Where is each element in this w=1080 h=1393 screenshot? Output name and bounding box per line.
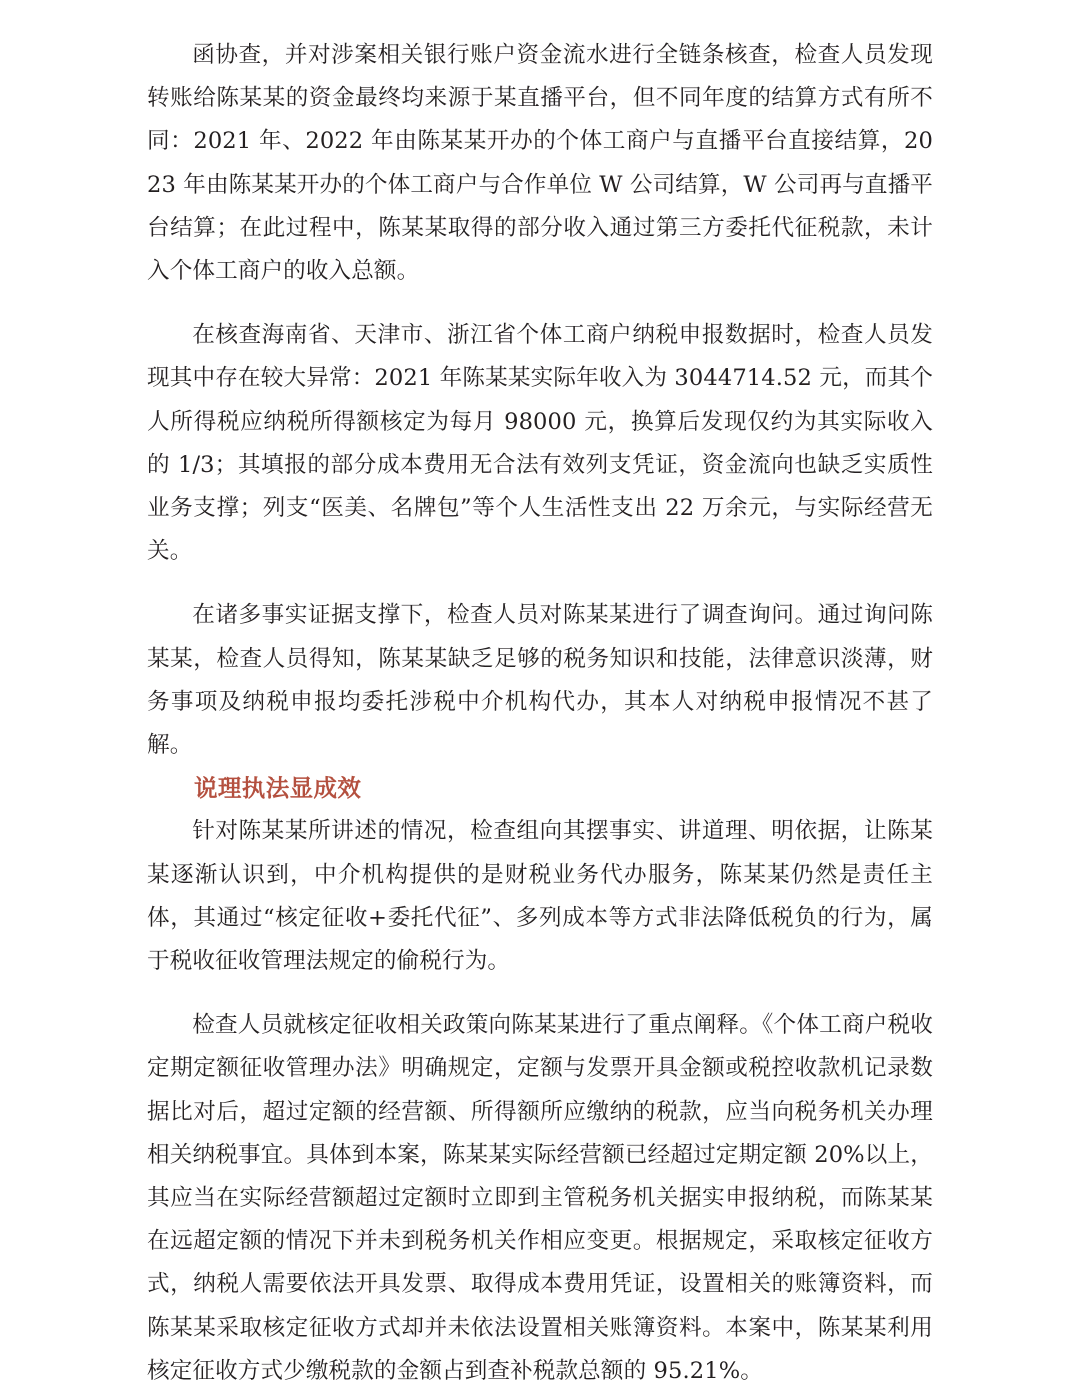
document-text-column — [147, 34, 933, 1393]
body-paragraph-1: 函协查，并对涉案相关银行账户资金流水进行全链条核查，检查人员发现转账给陈某某的资金最终均来源于某直播平台，但不同年度的结算方式有所不同：2021 年、2022 年由陈某某开办的个体工商户与直播平台直接结算，2023 年由陈某某开办的个体工商户与合作单位 W 公司结算，W 公司再与直播平台结算；在此过程中，陈某某取得的部分收入通过第三方委托代征税款，未计入个体工商户的收入总额。 — [147, 42, 933, 285]
body-paragraph-2: 在核查海南省、天津市、浙江省个体工商户纳税申报数据时，检查人员发现其中存在较大异常：2021 年陈某某实际年收入为 3044714.52 元，而其个人所得税应纳税所得额核定为每月 98000 元，换算后发现仅约为其实际收入的 1/3；其填报的部分成本费用无合法有效列支凭证，资金流向也缺乏实质性业务支撑；列支“医美、名牌包”等个人生活性支出 22 万余元，与实际经营无关。 — [147, 322, 933, 565]
body-paragraph-4: 针对陈某某所讲述的情况，检查组向其摆事实、讲道理、明依据，让陈某某逐渐认识到，中介机构提供的是财税业务代办服务，陈某某仍然是责任主体，其通过“核定征收+委托代征”、多列成本等方式非法降低税负的行为，属于税收征收管理法规定的偷税行为。 — [147, 818, 933, 975]
section-heading: 说理执法显成效 — [194, 774, 362, 803]
body-paragraph-3: 在诸多事实证据支撑下，检查人员对陈某某进行了调查询问。通过询问陈某某，检查人员得知，陈某某缺乏足够的税务知识和技能，法律意识淡薄，财务事项及纳税申报均委托涉税中介机构代办，其本人对纳税申报情况不甚了解。 — [147, 602, 933, 759]
body-paragraph-5: 检查人员就核定征收相关政策向陈某某进行了重点阐释。《个体工商户税收定期定额征收管理办法》明确规定，定额与发票开具金额或税控收款机记录数据比对后，超过定额的经营额、所得额所应缴纳的税款，应当向税务机关办理相关纳税事宜。具体到本案，陈某某实际经营额已经超过定期定额 20%以上，其应当在实际经营额超过定额时立即到主管税务机关据实申报纳税，而陈某某在远超定额的情况下并未到税务机关作相应变更。根据规定，采取核定征收方式，纳税人需要依法开具发票、取得成本费用凭证，设置相关的账簿资料，而陈某某采取核定征收方式却并未依法设置相关账簿资料。本案中，陈某某利用核定征收方式少缴税款的金额占到查补税款总额的 95.21%。 — [147, 1012, 933, 1384]
